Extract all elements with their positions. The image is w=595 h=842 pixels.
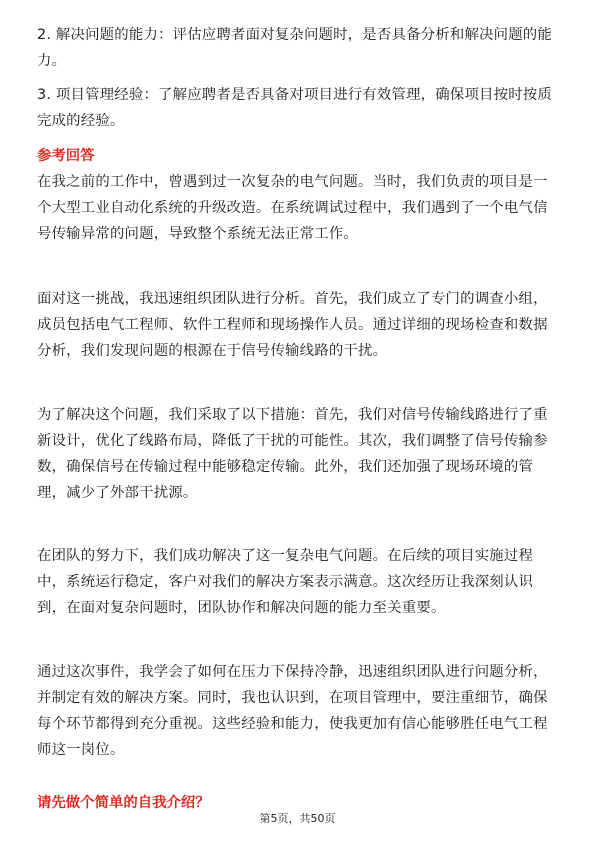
answer-paragraph-5: 通过这次事件，我学会了如何在压力下保持冷静，迅速组织团队进行问题分析，并制定有效的解决方案。同时，我也认识到，在项目管理中，要注重细节，确保每个环节都得到充分重视。这些经验和能力，使我更加有信心能够胜任电气工程师这一岗位。 — [37, 664, 548, 758]
answer-paragraph-1: 在我之前的工作中，曾遇到过一次复杂的电气问题。当时，我们负责的项目是一个大型工业自动化系统的升级改造。在系统调试过程中，我们遇到了一个电气信号传输异常的问题，导致整个系统无法正常工作。 — [37, 174, 548, 242]
answer-paragraph-4: 在团队的努力下，我们成功解决了这一复杂电气问题。在后续的项目实施过程中，系统运行稳定，客户对我们的解决方案表示满意。这次经历让我深刻认识到，在面对复杂问题时，团队协作和解决问题的能力至关重要。 — [37, 548, 534, 616]
reference-answer-heading: 参考回答 — [37, 148, 95, 164]
answer-paragraph-2: 面对这一挑战，我迅速组织团队进行分析。首先，我们成立了专门的调查小组，成员包括电气工程师、软件工程师和现场操作人员。通过详细的现场检查和数据分析，我们发现问题的根源在于信号传输线路的干扰。 — [37, 291, 548, 359]
page-number: 第5页，共50页 — [259, 812, 336, 825]
answer-paragraph-3: 为了解决这个问题，我们采取了以下措施：首先，我们对信号传输线路进行了重新设计，优化了线路布局，降低了干扰的可能性。其次，我们调整了信号传输参数，确保信号在传输过程中能够稳定传输。此外，我们还加强了现场环境的管理，减少了外部干扰源。 — [37, 407, 548, 501]
next-question-heading: 请先做个简单的自我介绍？ — [37, 795, 210, 811]
criterion-problem-solving: 2. 解决问题的能力：评估应聘者面对复杂问题时，是否具备分析和解决问题的能力。 — [37, 27, 552, 69]
criterion-project-management: 3. 项目管理经验：了解应聘者是否具备对项目进行有效管理，确保项目按时按质完成的经验。 — [37, 87, 552, 129]
